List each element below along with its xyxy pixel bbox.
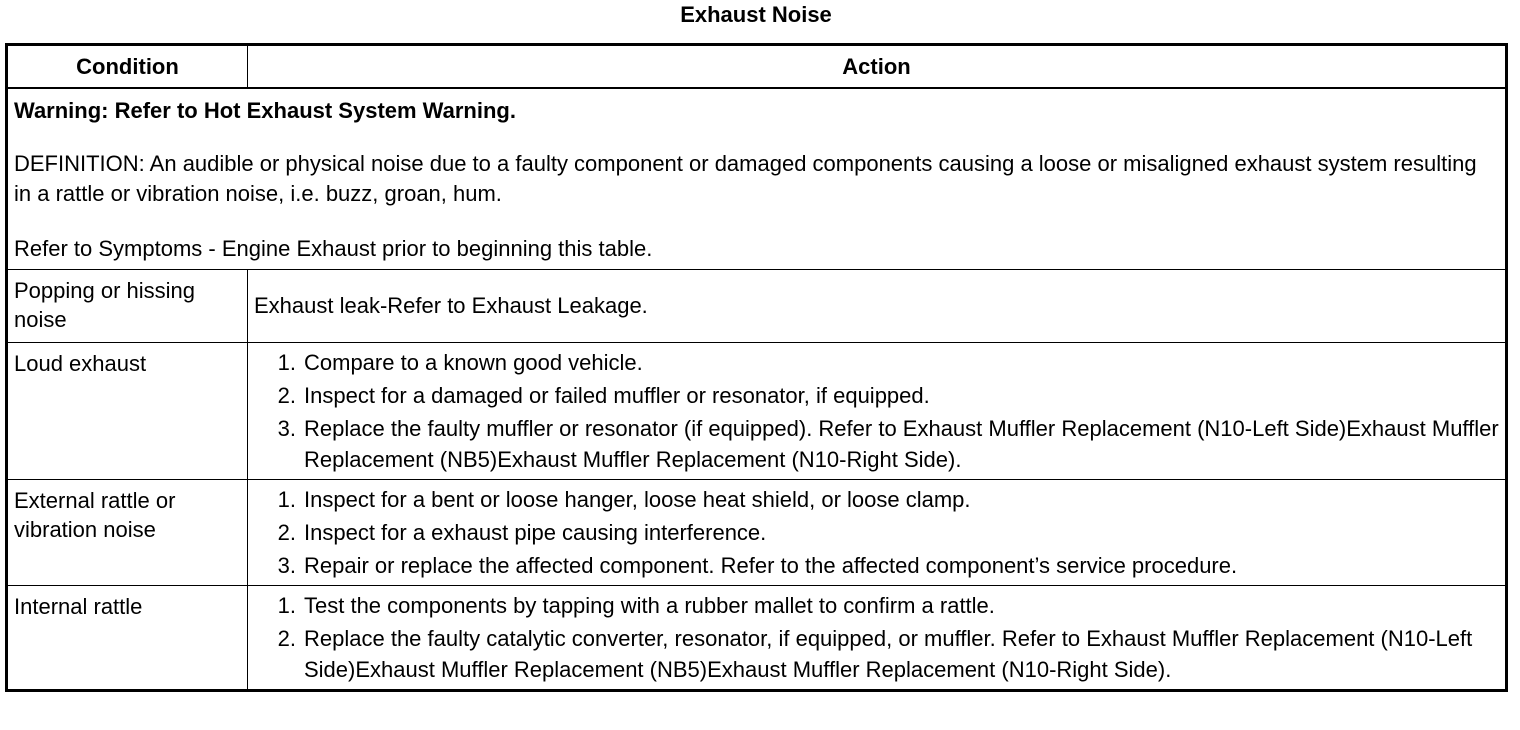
step-number: 3. — [277, 416, 296, 441]
warning-text: Warning: Refer to Hot Exhaust System Warning. — [14, 98, 516, 123]
step-text: Replace the faulty catalytic converter, resonator, if equipped, or muffler. Refer to Exhaust Muffler Replacement (N10-Left Side)Exhaust Muffler Replacement (NB5)Exhaust Muffler Replacement (N10-Right Side). — [304, 626, 1473, 682]
step-number: 1. — [277, 593, 296, 618]
step-list — [254, 590, 1499, 685]
action-column-header: Action — [248, 45, 1507, 89]
step-text: Inspect for a damaged or failed muffler or resonator, if equipped. — [304, 383, 930, 408]
step-number: 3. — [277, 553, 296, 578]
step-number: 2. — [277, 383, 296, 408]
list-item — [254, 413, 1499, 475]
condition-column-header: Condition — [7, 45, 248, 89]
step-text: Repair or replace the affected component. Refer to the affected component’s service procedure. — [304, 553, 1238, 578]
page-title: Exhaust Noise — [680, 2, 832, 27]
list-item — [254, 623, 1499, 685]
step-text: Test the components by tapping with a rubber mallet to confirm a rattle. — [304, 593, 995, 618]
action-cell — [248, 343, 1507, 480]
action-cell: Exhaust leak-Refer to Exhaust Leakage. — [248, 270, 1507, 343]
step-number: 2. — [277, 626, 296, 651]
list-item — [254, 484, 1499, 515]
step-text: Compare to a known good vehicle. — [304, 350, 643, 375]
step-number: 1. — [277, 350, 296, 375]
step-list — [254, 484, 1499, 581]
exhaust-noise-table — [5, 43, 1508, 692]
condition-cell: Popping or hissing noise — [7, 270, 248, 343]
condition-cell: Internal rattle — [7, 586, 248, 691]
step-text: Replace the faulty muffler or resonator (if equipped). Refer to Exhaust Muffler Replacement (N10-Left Side)Exhaust Muffler Replacement (NB5)Exhaust Muffler Replacement (N10-Right Side). — [304, 416, 1499, 472]
action-cell — [248, 480, 1507, 586]
list-item — [254, 380, 1499, 411]
table-row — [7, 343, 1507, 480]
step-list — [254, 347, 1499, 475]
intro-row — [7, 88, 1507, 270]
list-item — [254, 347, 1499, 378]
condition-cell: Loud exhaust — [7, 343, 248, 480]
list-item — [254, 550, 1499, 581]
action-cell — [248, 586, 1507, 691]
table-row — [7, 586, 1507, 691]
table-row — [7, 270, 1507, 343]
refer-text: Refer to Symptoms - Engine Exhaust prior to beginning this table. — [14, 236, 653, 261]
intro-cell — [7, 88, 1507, 270]
step-text: Inspect for a bent or loose hanger, loose heat shield, or loose clamp. — [304, 487, 971, 512]
step-number: 2. — [277, 520, 296, 545]
step-number: 1. — [277, 487, 296, 512]
step-text: Inspect for a exhaust pipe causing interference. — [304, 520, 767, 545]
list-item — [254, 517, 1499, 548]
table-row — [7, 480, 1507, 586]
condition-cell: External rattle or vibration noise — [7, 480, 248, 586]
definition-text: DEFINITION: An audible or physical noise due to a faulty component or damaged components causing a loose or misaligned exhaust system resulting in a rattle or vibration noise, i.e. buzz, groan, hum. — [14, 151, 1477, 206]
list-item — [254, 590, 1499, 621]
table-header-row — [7, 45, 1507, 89]
